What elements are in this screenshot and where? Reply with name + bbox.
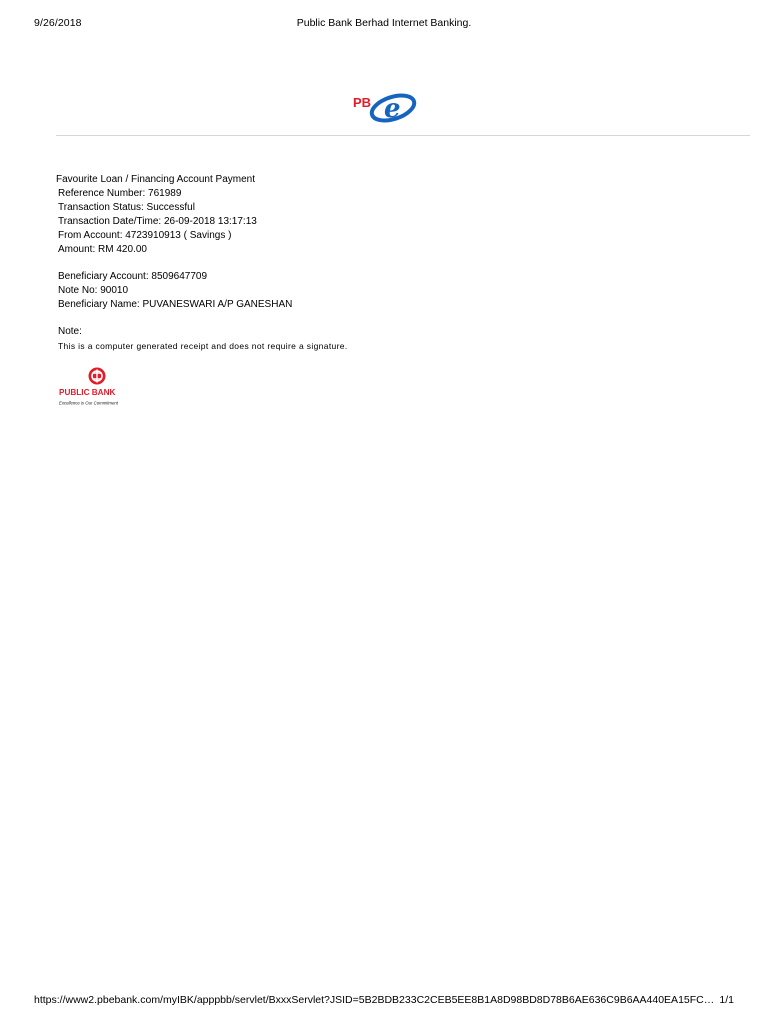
print-page-title: Public Bank Berhad Internet Banking. — [296, 17, 472, 29]
public-bank-seal-icon — [58, 366, 138, 408]
pbe-logo-letters: PB — [353, 95, 372, 110]
from-account: From Account: 4723910913 ( Savings ) — [58, 230, 232, 241]
pbe-logo-mark: e — [384, 94, 401, 124]
section-gap — [56, 257, 348, 270]
transaction-status: Transaction Status: Successful — [58, 202, 195, 213]
amount: Amount: RM 420.00 — [58, 244, 147, 255]
note-label: Note: — [58, 326, 82, 337]
public-bank-tagline: Excellence is Our Commitment — [59, 400, 118, 406]
beneficiary-account: Beneficiary Account: 8509647709 — [58, 271, 207, 282]
section-gap — [56, 312, 348, 325]
page-number: 1/1 — [719, 994, 734, 1006]
payment-receipt — [56, 173, 348, 353]
header-divider — [56, 135, 750, 136]
pbe-logo-icon — [350, 88, 420, 126]
transaction-datetime: Transaction Date/Time: 26-09-2018 13:17:13 — [58, 216, 257, 227]
note-text: This is a computer generated receipt and does not require a signature. — [58, 341, 348, 351]
page-url: https://www2.pbebank.com/myIBK/apppbb/servlet/BxxxServlet?JSID=5B2BDB233C2CEB5EE8B1A8D98BD8D78B6AE636C9B6AA440EA15FC… — [34, 994, 715, 1006]
public-bank-name: PUBLIC BANK — [59, 388, 116, 397]
beneficiary-name: Beneficiary Name: PUVANESWARI A/P GANESHAN — [58, 299, 293, 310]
note-number: Note No: 90010 — [58, 285, 129, 296]
receipt-title: Favourite Loan / Financing Account Payment — [56, 174, 256, 185]
print-date: 9/26/2018 — [34, 17, 82, 29]
reference-number: Reference Number: 761989 — [58, 188, 182, 199]
